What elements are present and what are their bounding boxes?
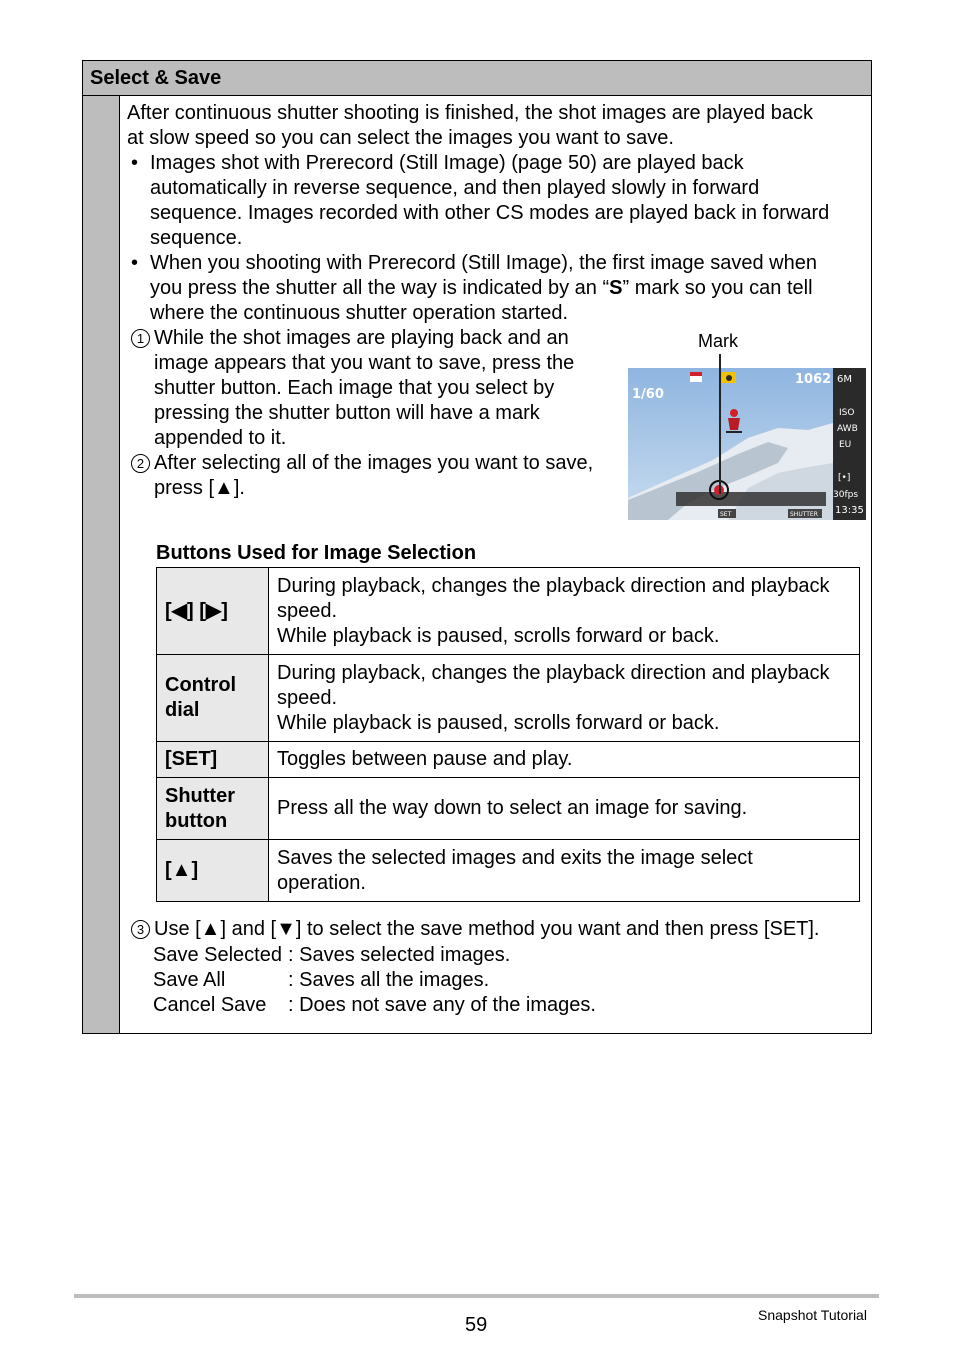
table-row (157, 742, 860, 778)
mark-label: Mark (698, 331, 738, 351)
key-line: dial (165, 699, 200, 721)
buttons-table (156, 567, 860, 902)
playback-bar (676, 492, 826, 506)
mode-icon-band (690, 372, 702, 376)
key-line: button (165, 809, 228, 832)
key-line: Control (165, 674, 237, 696)
save-option-desc: : Saves all the images. (288, 969, 490, 991)
table-row (157, 778, 860, 840)
bullet-text: you press the shutter all the way is indicated by an “ (150, 277, 610, 299)
size-icon: 6M (837, 374, 852, 385)
step-line: press [▲]. (154, 477, 245, 499)
time-readout: 13:35 (835, 505, 864, 516)
intro-line: After continuous shutter shooting is finished, the shot images are played back (127, 102, 813, 124)
fps-readout: 30fps (833, 490, 859, 500)
button-description (269, 840, 860, 902)
bullet-line: Images shot with Prerecord (Still Image) (page 50) are played back (150, 152, 744, 174)
step-number-2: 2 (131, 454, 150, 473)
step-line: Use [▲] and [▼] to select the save method you want and then press [SET]. (154, 918, 820, 940)
shutter-speed-readout: 1/60 (632, 387, 664, 402)
save-option-name: Save Selected (153, 944, 282, 966)
button-key (157, 778, 269, 840)
button-description (269, 568, 860, 655)
save-option-desc: : Does not save any of the images. (288, 994, 596, 1016)
description-line: While playback is paused, scrolls forward or back. (277, 624, 720, 647)
shots-remaining: 1062 (795, 372, 832, 387)
page-number: 59 (465, 1314, 488, 1336)
description-line: While playback is paused, scrolls forward or back. (277, 711, 720, 734)
camera-screen-image (628, 368, 866, 520)
step-number-3: 3 (131, 920, 150, 939)
description-line: operation. (277, 871, 366, 894)
button-description: Toggles between pause and play. (269, 742, 860, 778)
bullet-line: where the continuous shutter operation started. (150, 302, 569, 324)
intro-line: at slow speed so you can select the images you want to save. (127, 127, 674, 149)
description-line: speed. (277, 686, 338, 709)
table-row (157, 655, 860, 742)
key-line: Shutter (165, 784, 235, 807)
shutter-label: SHUTTER (790, 511, 818, 518)
save-option-name: Save All (153, 969, 226, 991)
save-option-desc: : Saves selected images. (288, 944, 511, 966)
camera-mode-icon-lens (726, 375, 732, 381)
button-key: [SET] (157, 742, 269, 778)
eu-icon: EU (839, 440, 852, 450)
step-number-1: 1 (131, 329, 150, 348)
description-line: During playback, changes the playback direction and playback (277, 574, 830, 597)
description-line: Saves the selected images and exits the image select (277, 846, 753, 869)
bullet-text: ” mark so you can tell (622, 277, 813, 299)
bullet-line: When you shooting with Prerecord (Still Image), the first image saved when (150, 252, 817, 274)
step-line: While the shot images are playing back and an (154, 327, 569, 349)
step-line: appended to it. (154, 427, 287, 449)
table-row (157, 568, 860, 655)
section-content (119, 96, 871, 1033)
set-label: SET (720, 511, 732, 518)
footer-divider (74, 1294, 879, 1298)
bullet-line: sequence. (150, 227, 243, 249)
step-line: pressing the shutter button will have a mark (154, 402, 540, 424)
bullet-line: sequence. Images recorded with other CS modes are played back in forward (150, 202, 830, 224)
mark-pointer-line (719, 354, 721, 494)
focus-icon: [•] (838, 473, 851, 483)
bullet-line: automatically in reverse sequence, and then played slowly in forward (150, 177, 760, 199)
description-line: During playback, changes the playback direction and playback (277, 661, 830, 684)
button-description (269, 655, 860, 742)
footer-title: Snapshot Tutorial (758, 1307, 867, 1323)
step-line: shutter button. Each image that you select by (154, 377, 555, 399)
section-header (83, 61, 871, 96)
description-line: speed. (277, 599, 338, 622)
s-mark-letter: S (609, 277, 623, 299)
bullet-marker: • (131, 252, 139, 274)
step-line: After selecting all of the images you want to save, (154, 452, 594, 474)
awb-icon: AWB (837, 424, 858, 434)
camera-screen-art (628, 368, 866, 520)
iso-icon: ISO (839, 408, 855, 418)
button-description: Press all the way down to select an image for saving. (269, 778, 860, 840)
table-row (157, 840, 860, 902)
bullet-marker: • (131, 152, 139, 174)
step-line: image appears that you want to save, press the (154, 352, 575, 374)
button-key (157, 655, 269, 742)
buttons-section-title: Buttons Used for Image Selection (156, 542, 477, 564)
button-key: [▲] (157, 840, 269, 902)
section-title: Select & Save (90, 67, 222, 89)
section-box (82, 60, 872, 1034)
button-key: [◀] [▶] (157, 568, 269, 655)
bullet-line (150, 276, 813, 301)
save-option-name: Cancel Save (153, 994, 267, 1016)
